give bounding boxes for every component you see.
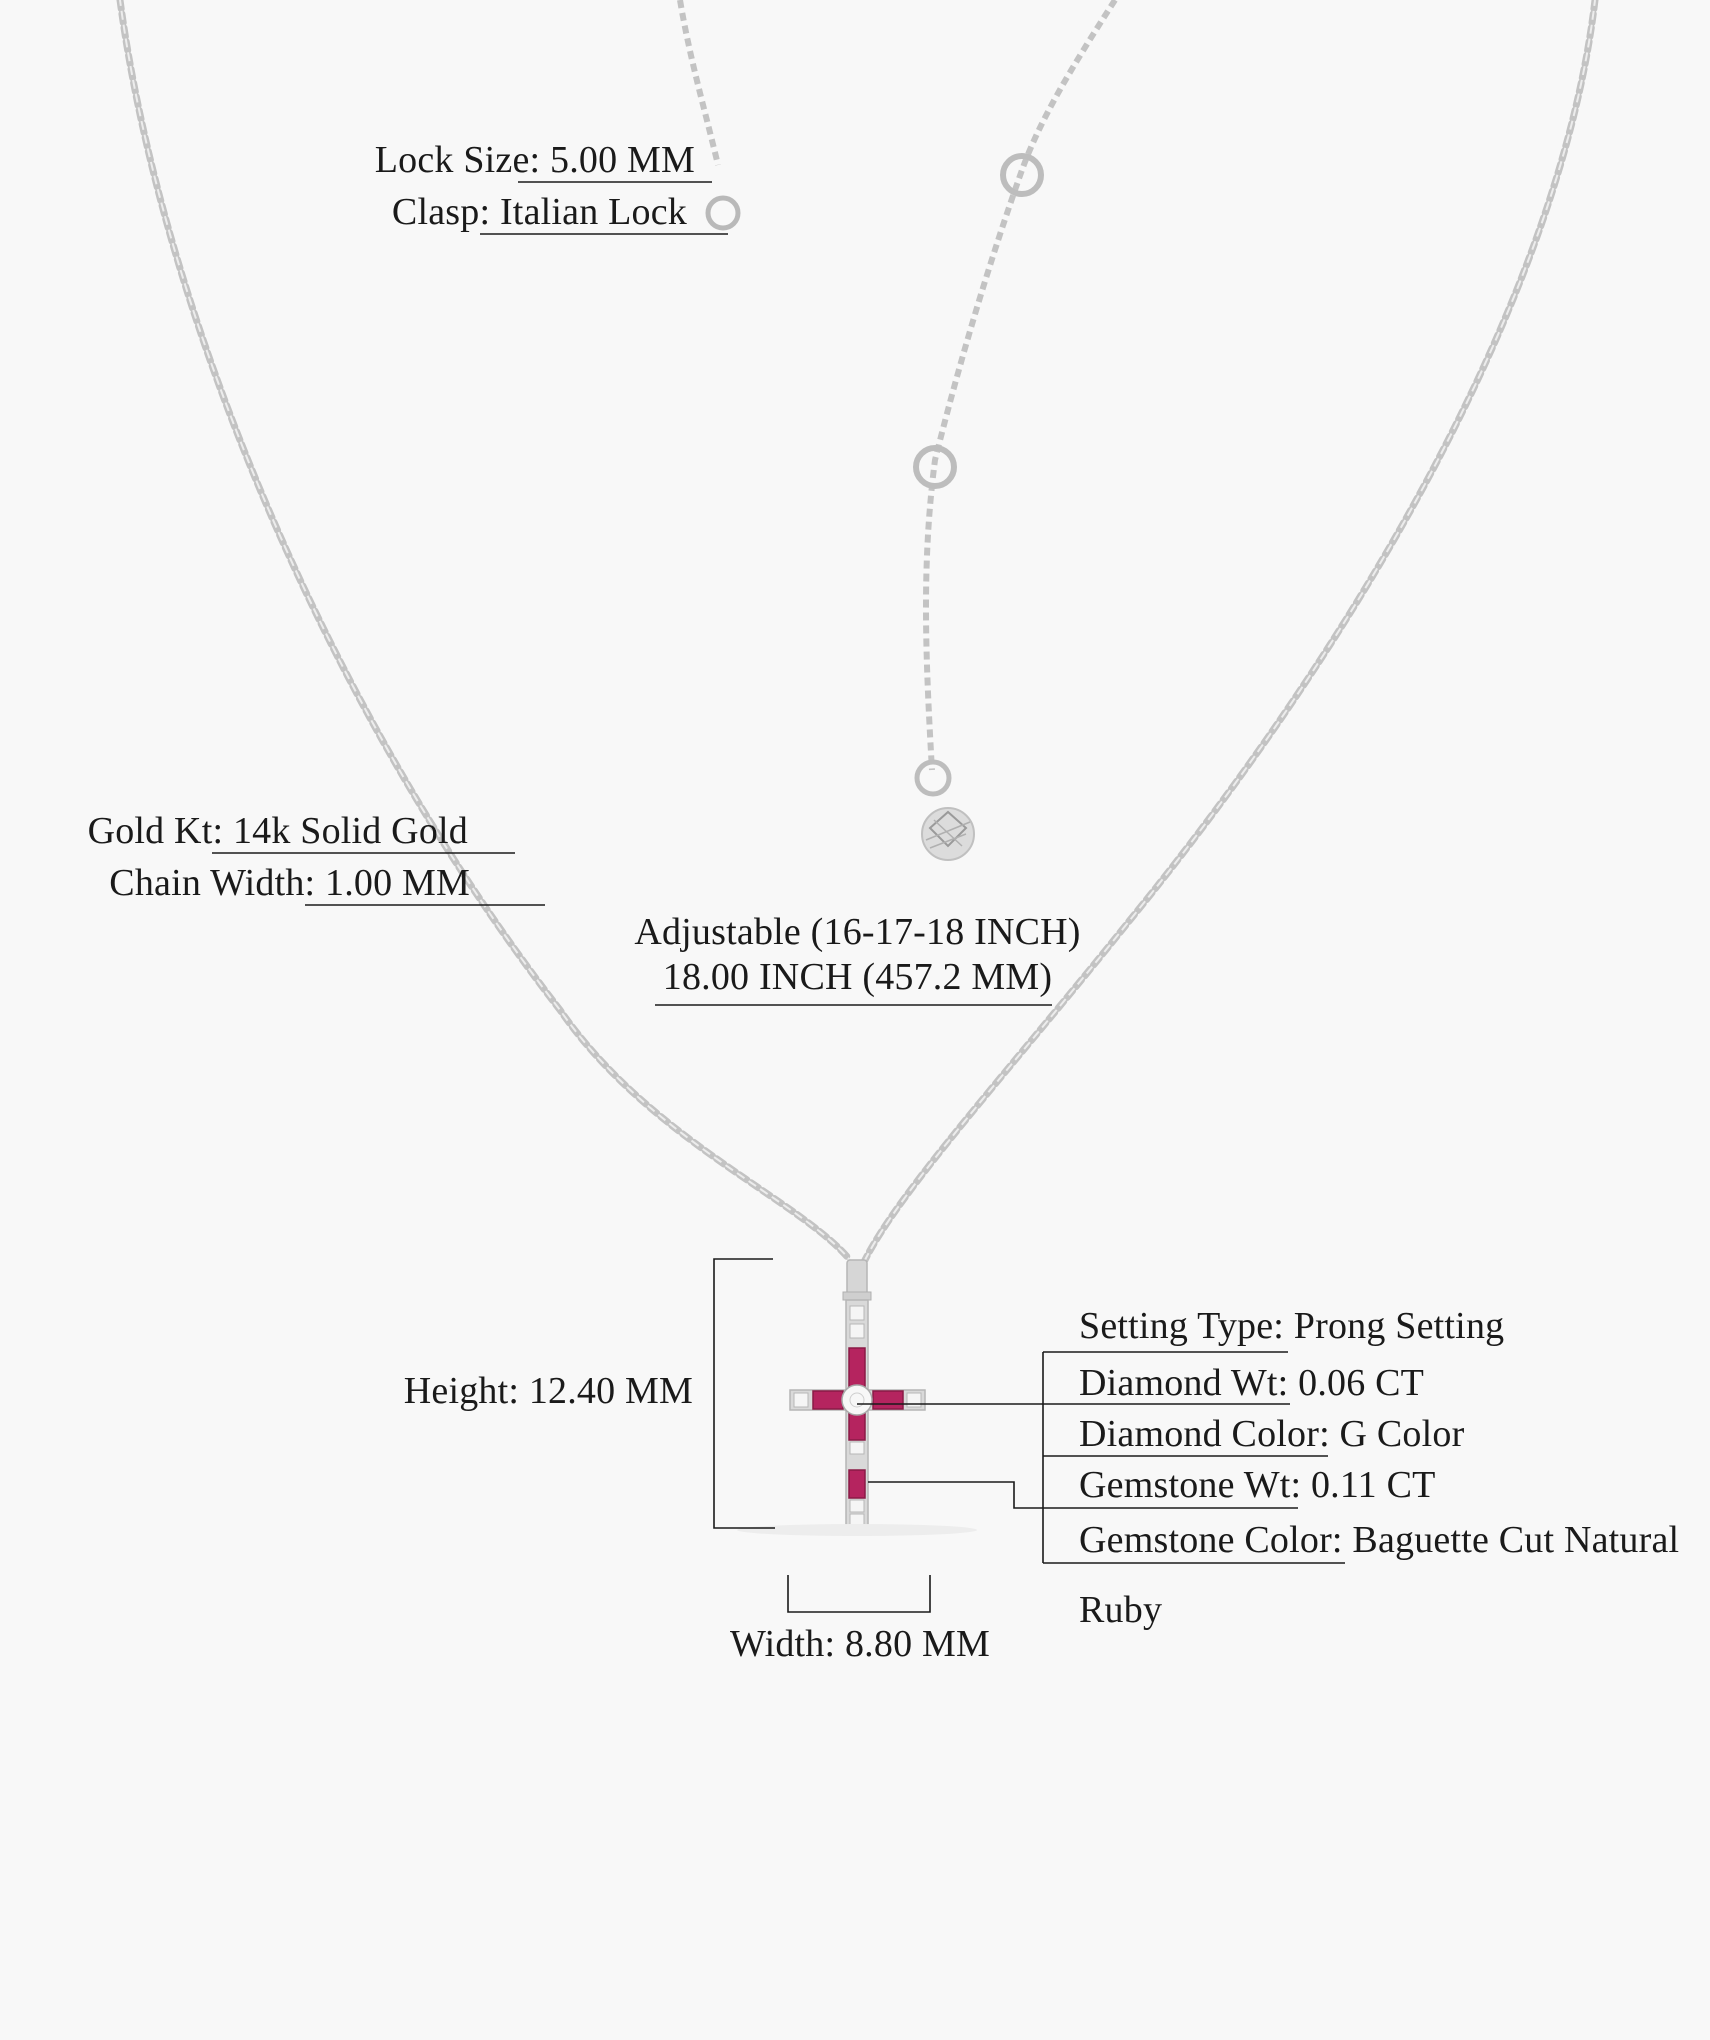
gemstone-color-value-line2: Ruby [1079, 1589, 1163, 1631]
clasp-spec [392, 190, 687, 234]
length-adjustable-text: Adjustable (16-17-18 INCH) [634, 911, 1081, 953]
brand-tag-icon [922, 808, 974, 860]
clasp-label: Clasp: [391, 191, 491, 233]
height-spec: Height: 12.40 MM [403, 1370, 693, 1412]
setting-type-label: Setting Type: [1079, 1305, 1285, 1347]
extender-chain [926, 0, 1115, 770]
diamond-color-spec [1079, 1412, 1464, 1456]
diamond-color-value: G Color [1339, 1413, 1465, 1455]
chain-width-value: 1.00 MM [325, 862, 470, 904]
diamond-wt-value: 0.06 CT [1298, 1362, 1425, 1404]
cross-pendant [790, 1260, 925, 1528]
gemstone-wt-value: 0.11 CT [1310, 1464, 1436, 1506]
lock-ring-icon [708, 198, 738, 228]
extender-ring-low-icon [917, 762, 949, 794]
gold-kt-label: Gold Kt: [87, 810, 224, 852]
gemstone-color-value: Baguette Cut Natural [1352, 1519, 1680, 1561]
lock-size-spec [375, 138, 695, 182]
lock-size-label: Lock Size: [374, 139, 541, 181]
gold-kt-spec [88, 809, 468, 853]
gemstone-color-label: Gemstone Color: [1079, 1519, 1343, 1561]
chain-left-strand [120, 0, 850, 1260]
clasp-value: Italian Lock [499, 191, 687, 233]
lock-size-value: 5.00 MM [550, 139, 695, 181]
gemstone-wt-label: Gemstone Wt: [1079, 1464, 1302, 1506]
gemstone-wt-spec [1079, 1463, 1436, 1507]
diamond-wt-label: Diamond Wt: [1079, 1362, 1289, 1404]
setting-type-value: Prong Setting [1293, 1305, 1505, 1347]
diamond-color-label: Diamond Color: [1079, 1413, 1330, 1455]
setting-type-spec [1079, 1304, 1504, 1348]
gold-kt-value: 14k Solid Gold [232, 810, 468, 852]
diamond-wt-spec [1079, 1361, 1424, 1405]
length-value-text: 18.00 INCH (457.2 MM) [662, 956, 1053, 998]
chain-width-label: Chain Width: [109, 862, 316, 904]
gemstone-color-spec [1079, 1518, 1679, 1562]
chain-width-spec [109, 861, 470, 905]
width-spec: Width: 8.80 MM [730, 1623, 990, 1665]
extender-ring-mid-icon [916, 448, 954, 486]
chain-right-strand [865, 0, 1595, 1260]
